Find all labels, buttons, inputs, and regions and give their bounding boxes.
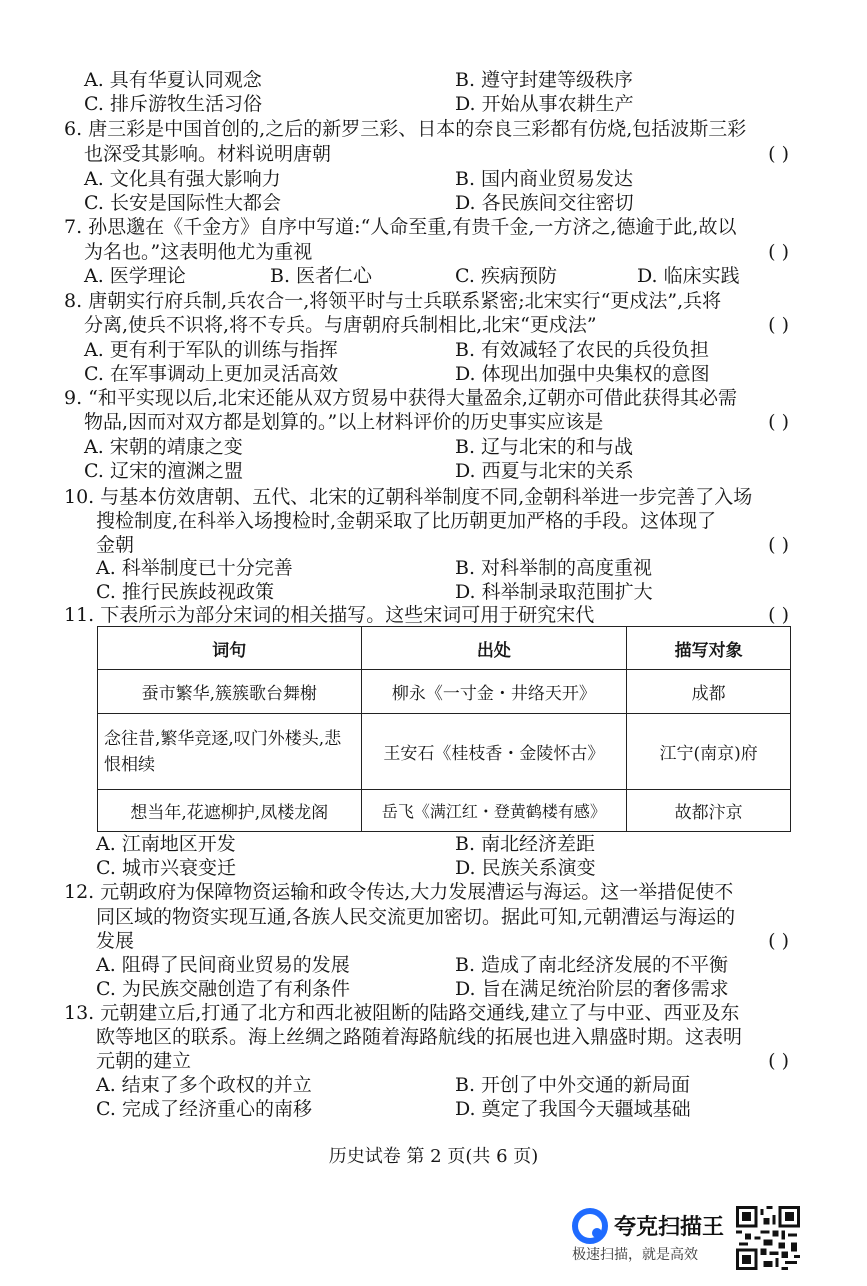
table-row (98, 670, 791, 714)
table-cell: 柳永《一寸金・井络天开》 (361, 670, 627, 714)
table-cell: 王安石《桂枝香・金陵怀古》 (361, 714, 627, 790)
q11-option-b: B. 南北经济差距 (455, 833, 596, 855)
q5-option-a: A. 具有华夏认同观念 (84, 69, 262, 91)
q9-option-c: C. 辽宋的澶渊之盟 (84, 460, 243, 482)
q6-option-c: C. 长安是国际性大都会 (84, 192, 281, 214)
scanner-watermark (570, 1208, 730, 1268)
table-row (98, 714, 791, 790)
q8-option-d: D. 体现出加强中央集权的意图 (455, 363, 710, 385)
q10-option-d: D. 科举制录取范围扩大 (455, 581, 653, 603)
table-header-row (98, 627, 791, 670)
q8-option-b: B. 有效减轻了农民的兵役负担 (455, 339, 710, 361)
q13-option-c: C. 完成了经济重心的南移 (96, 1098, 312, 1120)
q8-answer-paren: ( ) (768, 314, 789, 336)
q11-stem-1: 11. 下表所示为部分宋词的相关描写。这些宋词可用于研究宋代 (64, 604, 595, 626)
table-cell: 成都 (627, 670, 791, 714)
watermark-brand: 夸克扫描王 (614, 1215, 725, 1240)
q10-option-c: C. 推行民族歧视政策 (96, 581, 274, 603)
q9-stem-1: 9. “和平实现以后,北宋还能从双方贸易中获得大量盈余,辽朝亦可借此获得其必需 (64, 387, 737, 409)
q6-option-d: D. 各民族间交往密切 (455, 192, 634, 214)
q11-option-d: D. 民族关系演变 (455, 857, 596, 879)
q8-stem-2: 分离,使兵不识将,将不专兵。与唐朝府兵制相比,北宋“更戍法” (84, 314, 597, 336)
q7-stem-2: 为名也。”这表明他尤为重视 (84, 241, 313, 263)
q10-stem-2: 搜检制度,在科举入场搜检时,金朝采取了比历朝更加严格的手段。这体现了 (96, 510, 717, 532)
table-cell: 念往昔,繁华竞逐,叹门外楼头,悲恨相续 (98, 714, 362, 790)
q13-stem-1: 13. 元朝建立后,打通了北方和西北被阻断的陆路交通线,建立了与中亚、西亚及东 (64, 1002, 740, 1024)
q10-answer-paren: ( ) (768, 534, 789, 556)
q6-option-a: A. 文化具有强大影响力 (84, 168, 281, 190)
q12-option-b: B. 造成了南北经济发展的不平衡 (455, 954, 729, 976)
q10-option-a: A. 科举制度已十分完善 (96, 557, 293, 579)
q7-answer-paren: ( ) (768, 241, 789, 263)
song-ci-table (97, 626, 791, 832)
q10-stem-1: 10. 与基本仿效唐朝、五代、北宋的辽朝科举制度不同,金朝科举进一步完善了入场 (64, 486, 753, 508)
q7-option-a: A. 医学理论 (84, 265, 186, 287)
q8-option-a: A. 更有利于军队的训练与指挥 (84, 339, 338, 361)
table-header-cell: 词句 (98, 627, 362, 670)
q9-stem-2: 物品,因而对双方都是划算的。”以上材料评价的历史事实应该是 (84, 411, 604, 433)
q7-option-b: B. 医者仁心 (270, 265, 373, 287)
q13-stem-3: 元朝的建立 (96, 1050, 192, 1072)
table-row (98, 790, 791, 832)
q9-option-d: D. 西夏与北宋的关系 (455, 460, 634, 482)
q9-option-a: A. 宋朝的靖康之变 (84, 436, 243, 458)
q5-option-d: D. 开始从事农耕生产 (455, 93, 634, 115)
table-cell: 想当年,花遮柳护,凤楼龙阁 (98, 790, 362, 832)
table-cell: 蚕市繁华,簇簇歌台舞榭 (98, 670, 362, 714)
q11-answer-paren: ( ) (768, 604, 789, 626)
q6-option-b: B. 国内商业贸易发达 (455, 168, 634, 190)
q7-stem-1: 7. 孙思邈在《千金方》自序中写道:“人命至重,有贵千金,一方济之,德逾于此,故以 (64, 216, 737, 238)
q10-option-b: B. 对科举制的高度重视 (455, 557, 653, 579)
q8-option-c: C. 在军事调动上更加灵活高效 (84, 363, 338, 385)
q6-stem-2: 也深受其影响。材料说明唐朝 (84, 143, 332, 165)
table-cell: 故都汴京 (627, 790, 791, 832)
q13-stem-2: 欧等地区的联系。海上丝绸之路随着海路航线的拓展也进入鼎盛时期。这表明 (96, 1026, 743, 1048)
q6-answer-paren: ( ) (768, 143, 789, 165)
q7-option-c: C. 疾病预防 (455, 265, 557, 287)
qr-code-icon (736, 1206, 800, 1270)
q12-stem-2: 同区域的物资实现互通,各族人民交流更加密切。据此可知,元朝漕运与海运的 (96, 906, 736, 928)
q11-option-a: A. 江南地区开发 (96, 833, 236, 855)
q13-answer-paren: ( ) (768, 1050, 789, 1072)
q12-option-a: A. 阻碍了民间商业贸易的发展 (96, 954, 350, 976)
q13-option-b: B. 开创了中外交通的新局面 (455, 1074, 691, 1096)
page-footer: 历史试卷 第 2 页(共 6 页) (328, 1146, 539, 1167)
q12-answer-paren: ( ) (768, 930, 789, 952)
q6-stem-1: 6. 唐三彩是中国首创的,之后的新罗三彩、日本的奈良三彩都有仿烧,包括波斯三彩 (64, 118, 747, 140)
q11-option-c: C. 城市兴衰变迁 (96, 857, 236, 879)
q13-option-a: A. 结束了多个政权的并立 (96, 1074, 312, 1096)
q9-answer-paren: ( ) (768, 411, 789, 433)
q13-option-d: D. 奠定了我国今天疆域基础 (455, 1098, 691, 1120)
q12-stem-1: 12. 元朝政府为保障物资运输和政令传达,大力发展漕运与海运。这一举措促使不 (64, 881, 734, 903)
q12-stem-3: 发展 (96, 930, 135, 952)
q5-option-b: B. 遵守封建等级秩序 (455, 69, 634, 91)
table-header-cell: 出处 (361, 627, 627, 670)
q10-stem-3: 金朝 (96, 534, 135, 556)
table-cell: 岳飞《满江红・登黄鹤楼有感》 (361, 790, 627, 832)
q7-option-d: D. 临床实践 (637, 265, 740, 287)
table-cell: 江宁(南京)府 (627, 714, 791, 790)
watermark-slogan: 极速扫描，就是高效 (572, 1247, 698, 1263)
q5-option-c: C. 排斥游牧生活习俗 (84, 93, 262, 115)
quark-logo-icon (572, 1208, 608, 1244)
table-header-cell: 描写对象 (627, 627, 791, 670)
q9-option-b: B. 辽与北宋的和与战 (455, 436, 634, 458)
q12-option-c: C. 为民族交融创造了有利条件 (96, 978, 350, 1000)
q8-stem-1: 8. 唐朝实行府兵制,兵农合一,将领平时与士兵联系紧密;北宋实行“更戍法”,兵将 (64, 290, 722, 312)
q12-option-d: D. 旨在满足统治阶层的奢侈需求 (455, 978, 729, 1000)
